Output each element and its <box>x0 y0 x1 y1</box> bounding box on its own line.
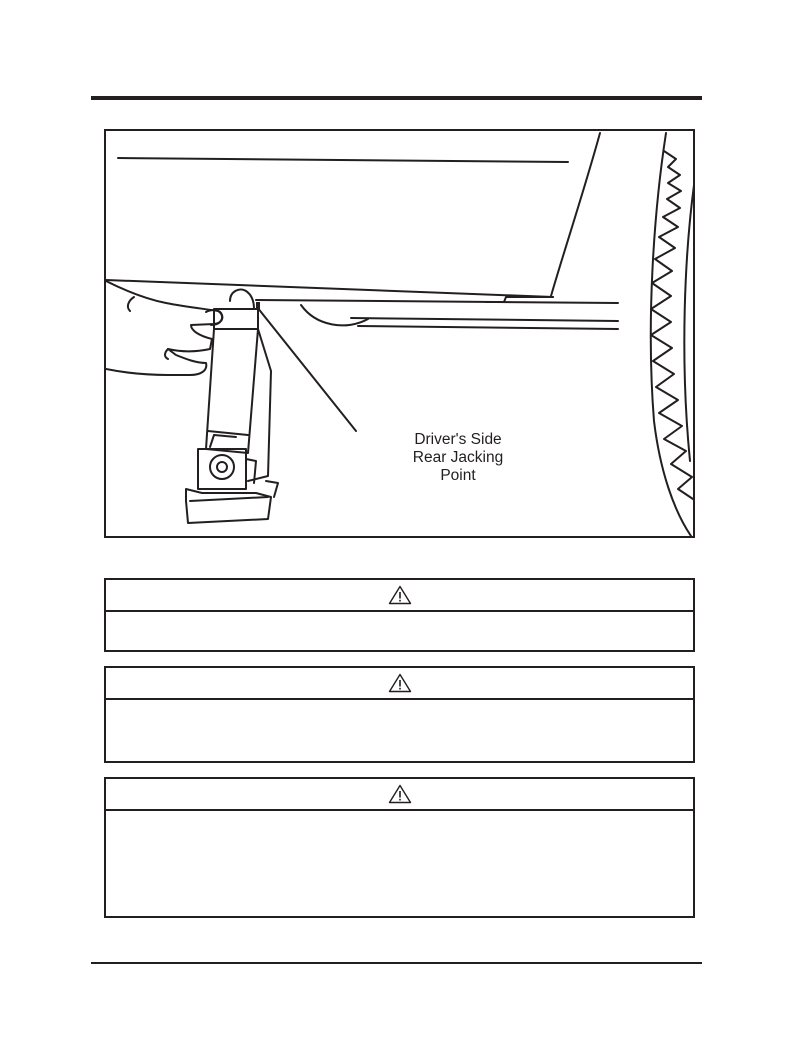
warning-triangle-icon <box>388 784 412 804</box>
warning-triangle-icon <box>388 585 412 605</box>
jacking-point-callout <box>378 431 538 485</box>
footer-rule <box>91 962 702 964</box>
callout-line-1: Driver's Side <box>414 431 502 448</box>
warning-box-1 <box>104 578 695 652</box>
warning-box-2 <box>104 666 695 763</box>
warning-triangle-icon <box>388 673 412 693</box>
callout-line-3: Point <box>440 467 476 484</box>
header-rule <box>91 96 702 100</box>
jacking-point-illustration <box>104 129 695 538</box>
callout-line-2: Rear Jacking <box>412 449 504 466</box>
warning-header <box>106 668 693 700</box>
warning-header <box>106 779 693 811</box>
warning-header <box>106 580 693 612</box>
warning-box-3 <box>104 777 695 918</box>
